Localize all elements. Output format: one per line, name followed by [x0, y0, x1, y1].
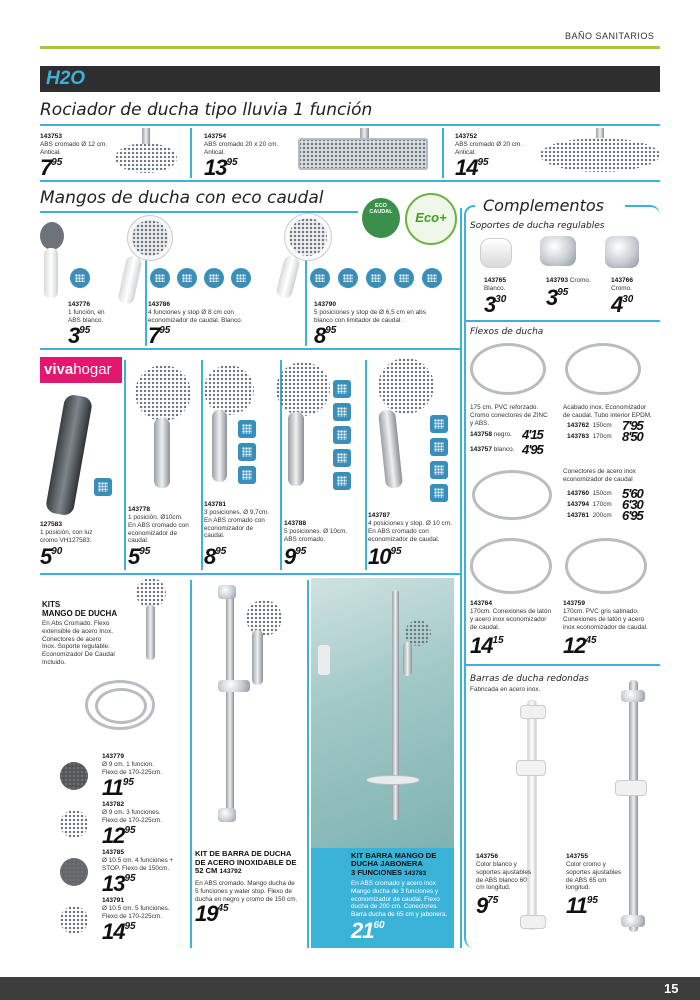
price: $5^{95}$: [128, 544, 151, 569]
spray-mode-icon: [238, 443, 256, 461]
spray-mode-icon: [422, 268, 442, 288]
shower-head-thumb: [60, 762, 88, 790]
spray-mode-icon: [204, 268, 224, 288]
flexo-conectores-desc: Conectores de acero inox economizador de caudal: [563, 468, 636, 483]
flexo-conectores-row: 143761 200cm: [567, 512, 612, 519]
mangos-rule: [40, 211, 358, 213]
price: 8'50: [622, 429, 643, 444]
hand-shower-image: [135, 365, 191, 421]
hose-pvc-gris-image: [565, 538, 647, 594]
product-info: 143756 Color blanco y soportes ajustables de ABS blanco 60 cm longitud.: [476, 853, 532, 892]
rociador-rule: [40, 124, 660, 126]
price: 4'15: [522, 427, 543, 442]
soap-dish-image: [366, 775, 420, 785]
hand-shower-image: [276, 362, 330, 416]
bottle-image: [318, 645, 330, 675]
product-info: 143786 4 funciones y stop Ø 8 cm con economizador de caudal. Blanco.: [148, 301, 243, 324]
kit-shower-image: [136, 578, 166, 608]
product-info: 143785 Ø 10.5 cm. 4 funciones + STOP. Flexo de 150cm.: [102, 849, 174, 872]
white-bar-mount: [520, 915, 546, 929]
flexo-pvc-row: 143758 negro.: [470, 431, 512, 438]
hand-shower-handle: [212, 410, 227, 482]
kit-barra-desc: En ABS cromado. Mango ducha de 5 funciones y water stop. Flexo de ducha en negro y cromo de 150 cm.: [195, 880, 298, 903]
barras-title: Barras de ducha redondas: [470, 674, 589, 684]
hose-inox-image: [565, 343, 641, 395]
hand-shower-handle: [378, 409, 403, 488]
price: $3^{30}$: [484, 292, 507, 317]
section-rule: [466, 320, 660, 322]
product-info: 143781 3 posiciones. Ø 9,7cm. En ABS cromado con economizador de caudal.: [204, 501, 270, 540]
section-rule: [40, 573, 460, 575]
shower-head-stem: [142, 128, 150, 144]
spray-mode-icon: [150, 268, 170, 288]
product-info: 143793 Cromo.: [546, 277, 591, 284]
divider: [190, 128, 192, 178]
spray-mode-icon: [333, 449, 351, 467]
shower-bar-image: [226, 590, 234, 818]
shower-head-image: [540, 138, 660, 172]
price: $14^{15}$: [470, 633, 504, 658]
price: 4'95: [522, 442, 543, 457]
shower-head-thumb: [60, 810, 88, 838]
product-info: 143787 4 posiciones y stop. Ø 10 cm. En ABS cromado con economizador de caudal.: [368, 512, 452, 543]
hand-shower-image: [40, 222, 64, 250]
spray-mode-icon: [94, 478, 112, 496]
page-number: 15: [664, 981, 679, 996]
flexo-laton-info: 143764 170cm. Conexiones de latón y acero inox economizador de caudal.: [470, 600, 552, 631]
price: $9^{95}$: [284, 544, 307, 569]
hand-shower-handle: [154, 418, 170, 488]
spray-mode-icon: [333, 426, 351, 444]
bar-mount: [218, 585, 236, 599]
section-rule: [40, 180, 660, 182]
price: 6'95: [622, 508, 643, 523]
flexo-conectores-row: 143794 170cm: [567, 501, 612, 508]
complementos-title: Complementos: [483, 196, 604, 215]
flexo-inox-desc: Acabado inox. Economizador de caudal. Tubo interior EPDM.: [563, 404, 652, 419]
price: $5^{90}$: [40, 544, 63, 569]
product-info: 143782 Ø 9 cm. 3 funciones. Flexo de 170-225cm.: [102, 801, 163, 824]
price: $3^{95}$: [546, 285, 569, 310]
spray-mode-icon: [310, 268, 330, 288]
price: $13^{95}$: [102, 871, 136, 896]
price: $14^{95}$: [102, 919, 136, 944]
kit-jabonera-desc: En ABS cromado y acero inox Mango ducha de 3 funciones y economizador de caudal. Flexo ducha de 200 cm. Conectores. Barra ducha de 65 cm y jabonera.: [351, 880, 448, 919]
bar-shower-head: [246, 600, 282, 636]
flexo-pvc-gris-info: 143759 170cm. PVC gris satinado. Conexiones de latón y acero inox economizador de caudal.: [563, 600, 648, 631]
footer-bar: [0, 977, 700, 1000]
product-info: 143776 1 función, en ABS blanco.: [68, 301, 105, 324]
flexo-pvc-desc: 175 cm. PVC reforzado. Cromo conectores de ZINC y ABS.: [470, 404, 548, 427]
product-info: 143752 ABS cromado Ø 20 cm. Antical.: [455, 133, 523, 156]
bar-shower-handle: [252, 630, 263, 685]
hand-shower-handle: [275, 255, 301, 300]
price: $8^{95}$: [204, 544, 227, 569]
flexo-inox-row: 143762 150cm: [567, 422, 612, 429]
spray-mode-icon: [394, 268, 414, 288]
spray-mode-icon: [430, 461, 448, 479]
hand-shower-image: [378, 358, 434, 414]
flexos-title: Flexos de ducha: [470, 327, 544, 337]
hand-shower-image: [128, 216, 172, 260]
white-bar-slider: [516, 760, 546, 776]
price: $12^{45}$: [563, 633, 597, 658]
section-label: BAÑO SANITARIOS: [565, 31, 655, 41]
spray-mode-icon: [333, 472, 351, 490]
flexo-pvc-row: 143757 blanco.: [470, 446, 515, 453]
hose-laton-image: [470, 538, 552, 594]
price: $11^{95}$: [566, 893, 598, 918]
flexo-conectores-row: 143760 150cm: [567, 490, 612, 497]
product-info: 143753 ABS cromado Ø 12 cm. Antical.: [40, 133, 108, 156]
bracket-chrome-image: [605, 236, 639, 268]
price: 7'95: [622, 418, 643, 433]
price: $7^{95}$: [148, 323, 171, 348]
eco-caudal-label: ECO CAUDAL: [369, 203, 393, 215]
flexo-inox-row: 143763 170cm: [567, 433, 612, 440]
price: $19^{45}$: [195, 901, 229, 926]
brand-logo: H2O: [46, 68, 86, 89]
shower-head-image: [115, 143, 177, 173]
shower-head-stem: [360, 128, 369, 138]
barras-subtitle: Fabricada en acero inox.: [470, 686, 541, 693]
price: $3^{95}$: [68, 323, 91, 348]
white-bar-mount: [520, 705, 546, 719]
hand-shower-handle: [288, 412, 304, 486]
spray-mode-icon: [333, 403, 351, 421]
product-info: 143779 Ø 9 cm. 1 funcion. Flexo de 170-225cm.: [102, 753, 163, 776]
price: $10^{95}$: [368, 544, 402, 569]
chrome-bar-mount: [621, 690, 645, 702]
product-info: 143791 Ø 10.5 cm. 5 funciones. Flexo de 170-225cm.: [102, 897, 170, 920]
spray-mode-icon: [238, 466, 256, 484]
price: 6'30: [622, 497, 643, 512]
kits-title: KITS MANGO DE DUCHA: [42, 600, 118, 619]
soportes-title: Soportes de ducha regulables: [470, 221, 605, 231]
spray-mode-icon: [430, 415, 448, 433]
price: $11^{95}$: [102, 775, 134, 800]
mangos-title: Mangos de ducha con eco caudal: [40, 188, 324, 208]
shower-head-thumb: [60, 858, 88, 886]
price: $12^{95}$: [102, 823, 136, 848]
hand-shower-handle: [44, 248, 58, 298]
divider: [307, 580, 309, 948]
kit-hose-image: [95, 688, 147, 724]
bracket-chrome-image: [540, 236, 576, 266]
spray-mode-icon: [231, 268, 251, 288]
product-info: 143790 5 posiciones y stop de Ø 6,5 cm en abs blanco con limitador de caudal.: [314, 301, 426, 324]
divider: [442, 128, 444, 178]
price: $7^{95}$: [40, 155, 63, 180]
divider: [365, 360, 367, 570]
product-info: 143788 5 posiciones. Ø 10cm. ABS cromado.: [284, 520, 348, 543]
price: $8^{95}$: [314, 323, 337, 348]
hand-shower-image: [204, 365, 254, 415]
price: $9^{75}$: [476, 893, 499, 918]
jabonera-shower-handle: [403, 642, 412, 676]
product-info: 143754 ABS cromado 20 x 20 cm. Antical.: [204, 133, 279, 156]
shower-head-stem: [596, 128, 604, 138]
product-info: 143766 Cromo.: [611, 277, 634, 293]
spray-mode-icon: [430, 484, 448, 502]
vivahogar-logo-text: vivahogar: [44, 361, 112, 378]
price: 5'60: [622, 486, 643, 501]
hose-conectores-image: [472, 470, 552, 520]
white-bar-image: [527, 700, 537, 930]
bracket-white-image: [480, 238, 512, 268]
chrome-bar-image: [629, 680, 638, 932]
divider: [460, 208, 462, 948]
kit-shower-handle: [146, 605, 155, 660]
chrome-bar-mount: [621, 915, 645, 927]
kits-desc: En Abs Cromado. Flexo extensible de acero Inox. Conectores de acero Inox. Soporte regulable. Economizador De Caudal Incluido.: [42, 620, 115, 667]
kit-jabonera-photo: [311, 578, 454, 848]
bar-mount: [218, 808, 236, 822]
brand-bar: [40, 66, 660, 92]
shower-head-thumb: [60, 906, 88, 934]
spray-mode-icon: [177, 268, 197, 288]
chrome-bar-slider: [615, 780, 647, 796]
product-info: 127583 1 posición, con luz cromo VH127583.: [40, 521, 93, 544]
spray-mode-icon: [333, 380, 351, 398]
bar-slider: [218, 680, 250, 692]
price: $14^{95}$: [455, 155, 489, 180]
shower-head-image: [298, 138, 428, 170]
jabonera-bar-image: [392, 590, 399, 820]
spray-mode-icon: [366, 268, 386, 288]
price: $4^{30}$: [611, 292, 634, 317]
header-rule: [40, 46, 660, 49]
rociador-title: Rociador de ducha tipo lluvia 1 función: [40, 100, 373, 120]
section-rule: [466, 664, 660, 666]
price: $21^{60}$: [351, 918, 385, 943]
spray-mode-icon: [70, 268, 90, 288]
product-info: 143765 Blanco.: [484, 277, 507, 293]
led-shower-image: [45, 393, 93, 516]
spray-mode-icon: [338, 268, 358, 288]
hand-shower-image: [285, 214, 331, 260]
divider: [201, 360, 203, 570]
section-rule: [40, 348, 460, 350]
spray-mode-icon: [238, 420, 256, 438]
product-info: 143778 1 posición. Ø10cm. En ABS cromado con economizador de caudal.: [128, 506, 189, 545]
kit-barra-title: KIT DE BARRA DE DUCHA DE ACERO INOXIDABLE DE 52 CM 143792: [195, 849, 297, 875]
hose-pvc-image: [470, 343, 546, 395]
kit-jabonera-title: KIT BARRA MANGO DE DUCHA JABONERA 3 FUNCIONES 143783: [351, 851, 437, 877]
hand-shower-handle: [117, 255, 143, 305]
eco-round-label: Eco+: [415, 210, 447, 225]
product-info: 143755 Color cromo y soportes ajustables de ABS 65 cm longitud.: [566, 853, 622, 892]
price: $13^{95}$: [204, 155, 238, 180]
divider: [124, 360, 126, 570]
spray-mode-icon: [430, 438, 448, 456]
